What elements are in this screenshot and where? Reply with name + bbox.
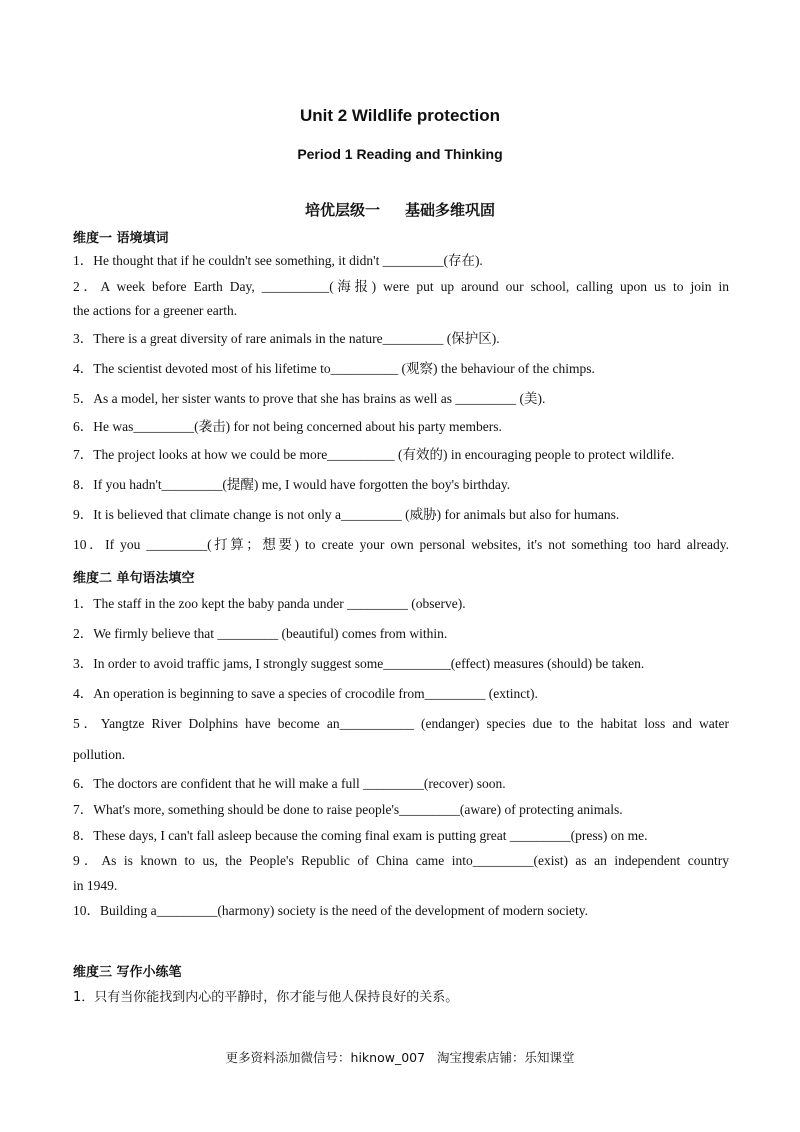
exercise-line: 3．There is a great diversity of rare animals in the nature_________ (保护区). bbox=[73, 331, 500, 346]
exercise-line: 10．If you _________(打算；想要) to create your own personal websites, it's not something too hard already. bbox=[73, 537, 729, 552]
section-title-grammar: 维度二 单句语法填空 bbox=[73, 571, 195, 586]
exercise-line: 8．These days, I can't fall asleep because the coming final exam is putting great _________(press) on me. bbox=[73, 828, 648, 843]
exercise-line: 4．The scientist devoted most of his lifetime to__________ (观察) the behaviour of the chimps. bbox=[73, 361, 595, 376]
exercise-line: 2．A week before Earth Day, __________(海报) were put up around our school, calling upon us to join in bbox=[73, 279, 729, 294]
exercise-line: the actions for a greener earth. bbox=[73, 303, 238, 318]
exercise-line: 3．In order to avoid traffic jams, I strongly suggest some__________(effect) measures (should) be taken. bbox=[73, 656, 645, 671]
exercise-line: 1．只有当你能找到内心的平静时，你才能与他人保持良好的关系。 bbox=[73, 990, 459, 1005]
exercise-line: 9．As is known to us, the People's Republic of China came into_________(exist) as an independent country bbox=[73, 853, 729, 868]
exercise-line: 2．We firmly believe that _________ (beautiful) comes from within. bbox=[73, 626, 448, 641]
exercise-line: 6．The doctors are confident that he will make a full _________(recover) soon. bbox=[73, 776, 506, 791]
exercise-line: 10．Building a_________(harmony) society is the need of the development of modern society. bbox=[73, 903, 589, 918]
exercise-line: 6．He was_________(袭击) for not being concerned about his party members. bbox=[73, 419, 502, 434]
unit-title: Unit 2 Wildlife protection bbox=[299, 106, 501, 125]
section-title-writing: 维度三 写作小练笔 bbox=[73, 965, 182, 980]
section-title-vocabulary: 维度一 语境填词 bbox=[73, 231, 169, 246]
exercise-line: in 1949. bbox=[73, 878, 118, 893]
exercise-line: 7．What's more, something should be done to raise people's_________(aware) of protecting animals. bbox=[73, 802, 623, 817]
level-title: 培优层级一 基础多维巩固 bbox=[304, 202, 495, 219]
exercise-line: 5．Yangtze River Dolphins have become an___________ (endanger) species due to the habitat loss and water bbox=[73, 716, 729, 731]
exercise-line: 7．The project looks at how we could be more__________ (有效的) in encouraging people to protect wildlife. bbox=[73, 447, 675, 462]
exercise-line: 4．An operation is beginning to save a species of crocodile from_________ (extinct). bbox=[73, 686, 538, 701]
exercise-line: 9．It is believed that climate change is not only a_________ (威胁) for animals but also for humans. bbox=[73, 507, 620, 522]
footer-note: 更多资料添加微信号：hiknow_007 淘宝搜索店铺：乐知课堂 bbox=[225, 1050, 575, 1065]
exercise-line: 1．The staff in the zoo kept the baby panda under _________ (observe). bbox=[73, 596, 466, 611]
period-title: Period 1 Reading and Thinking bbox=[297, 146, 503, 162]
exercise-line: 8．If you hadn't_________(提醒) me, I would have forgotten the boy's birthday. bbox=[73, 477, 511, 492]
exercise-line: pollution. bbox=[73, 747, 126, 762]
exercise-line: 1．He thought that if he couldn't see something, it didn't _________(存在). bbox=[73, 253, 483, 268]
exercise-line: 5．As a model, her sister wants to prove that she has brains as well as _________ (美). bbox=[73, 391, 546, 406]
